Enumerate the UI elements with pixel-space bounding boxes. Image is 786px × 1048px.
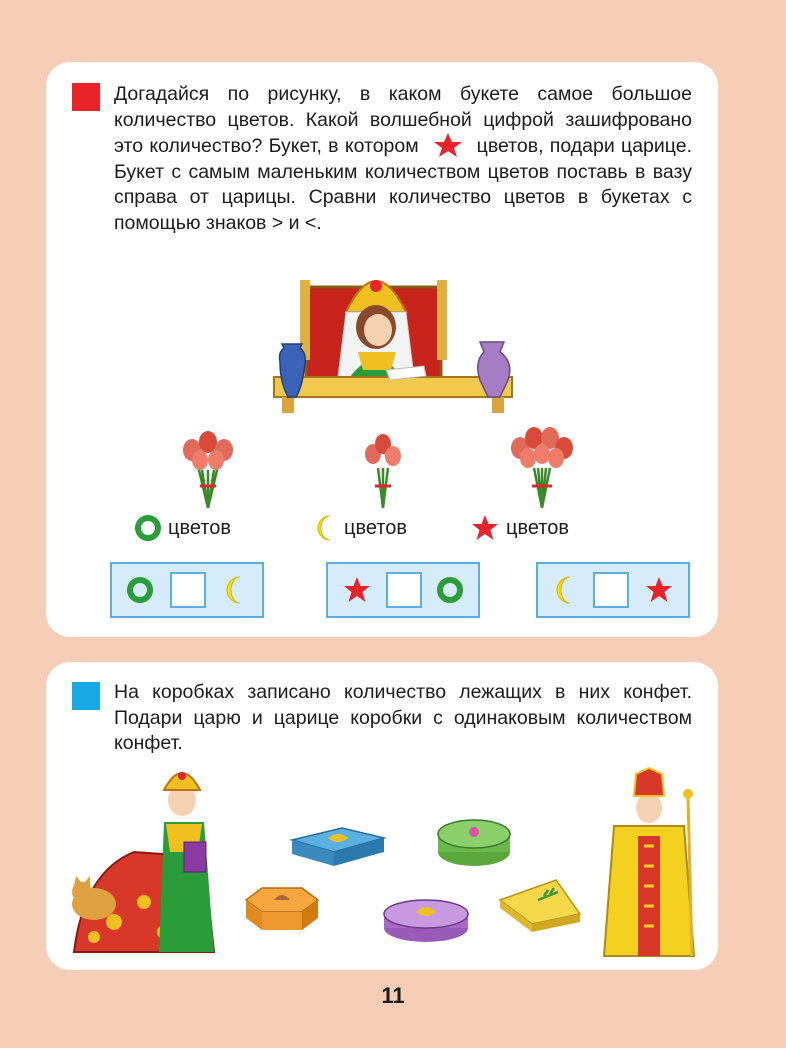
comparison-box-2: [326, 562, 480, 618]
task-2-text: На коробках записано количество лежащих в них конфет. Подари царю и царице коробки с одинаковым количеством конфет.: [114, 681, 692, 754]
star-icon: [342, 576, 372, 604]
star-icon: [470, 514, 500, 542]
label-text: цветов: [344, 516, 407, 539]
moon-icon: [222, 575, 248, 605]
answer-slot[interactable]: [593, 572, 629, 608]
comparison-box-3: [536, 562, 690, 618]
candy-box-purple-round: [378, 892, 474, 948]
ring-icon: [126, 576, 154, 604]
bouquet-1: [178, 430, 238, 510]
task-marker-red: [72, 83, 100, 111]
bouquet-2: [358, 432, 408, 510]
answer-slot[interactable]: [170, 572, 206, 608]
candy-box-green-round: [432, 812, 516, 872]
tsar-figure: [594, 766, 704, 962]
tsaritsa-figure: [54, 762, 224, 962]
task-1-text-part1: Догадайся по рисунку, в каком букете самое большое количество цветов. Какой волшебной цифрой зашифровано это количество? Букет, в котором: [114, 83, 692, 157]
label-text: цветов: [168, 516, 231, 539]
task-1-text: [114, 82, 692, 236]
task-marker-blue: [72, 682, 100, 710]
task-card-1: [46, 62, 718, 637]
candy-box-orange-hexagon: [232, 880, 332, 942]
task-card-2: [46, 662, 718, 970]
candy-box-blue-square: [282, 822, 392, 872]
tsaritsa-table-illustration: [246, 252, 546, 422]
label-moon-flowers: [312, 514, 407, 542]
moon-icon: [552, 575, 578, 605]
label-ring-flowers: [134, 514, 231, 542]
star-icon: [431, 133, 465, 157]
ring-icon: [134, 514, 162, 542]
ring-icon: [436, 576, 464, 604]
answer-slot[interactable]: [386, 572, 422, 608]
star-icon: [644, 576, 674, 604]
label-star-flowers: [470, 514, 569, 542]
candy-box-yellow-triangle: [492, 872, 588, 934]
page-number: 11: [381, 983, 405, 1008]
bouquet-3: [508, 426, 576, 510]
moon-icon: [312, 514, 338, 542]
comparison-box-1: [110, 562, 264, 618]
label-text: цветов: [506, 516, 569, 539]
task-1-text-part2: цветов, подари царице. Букет с самым маленьким количеством цветов поставь в вазу справа от царицы. Сравни количество цветов в букетах с помощью знаков > и <.: [114, 135, 693, 234]
